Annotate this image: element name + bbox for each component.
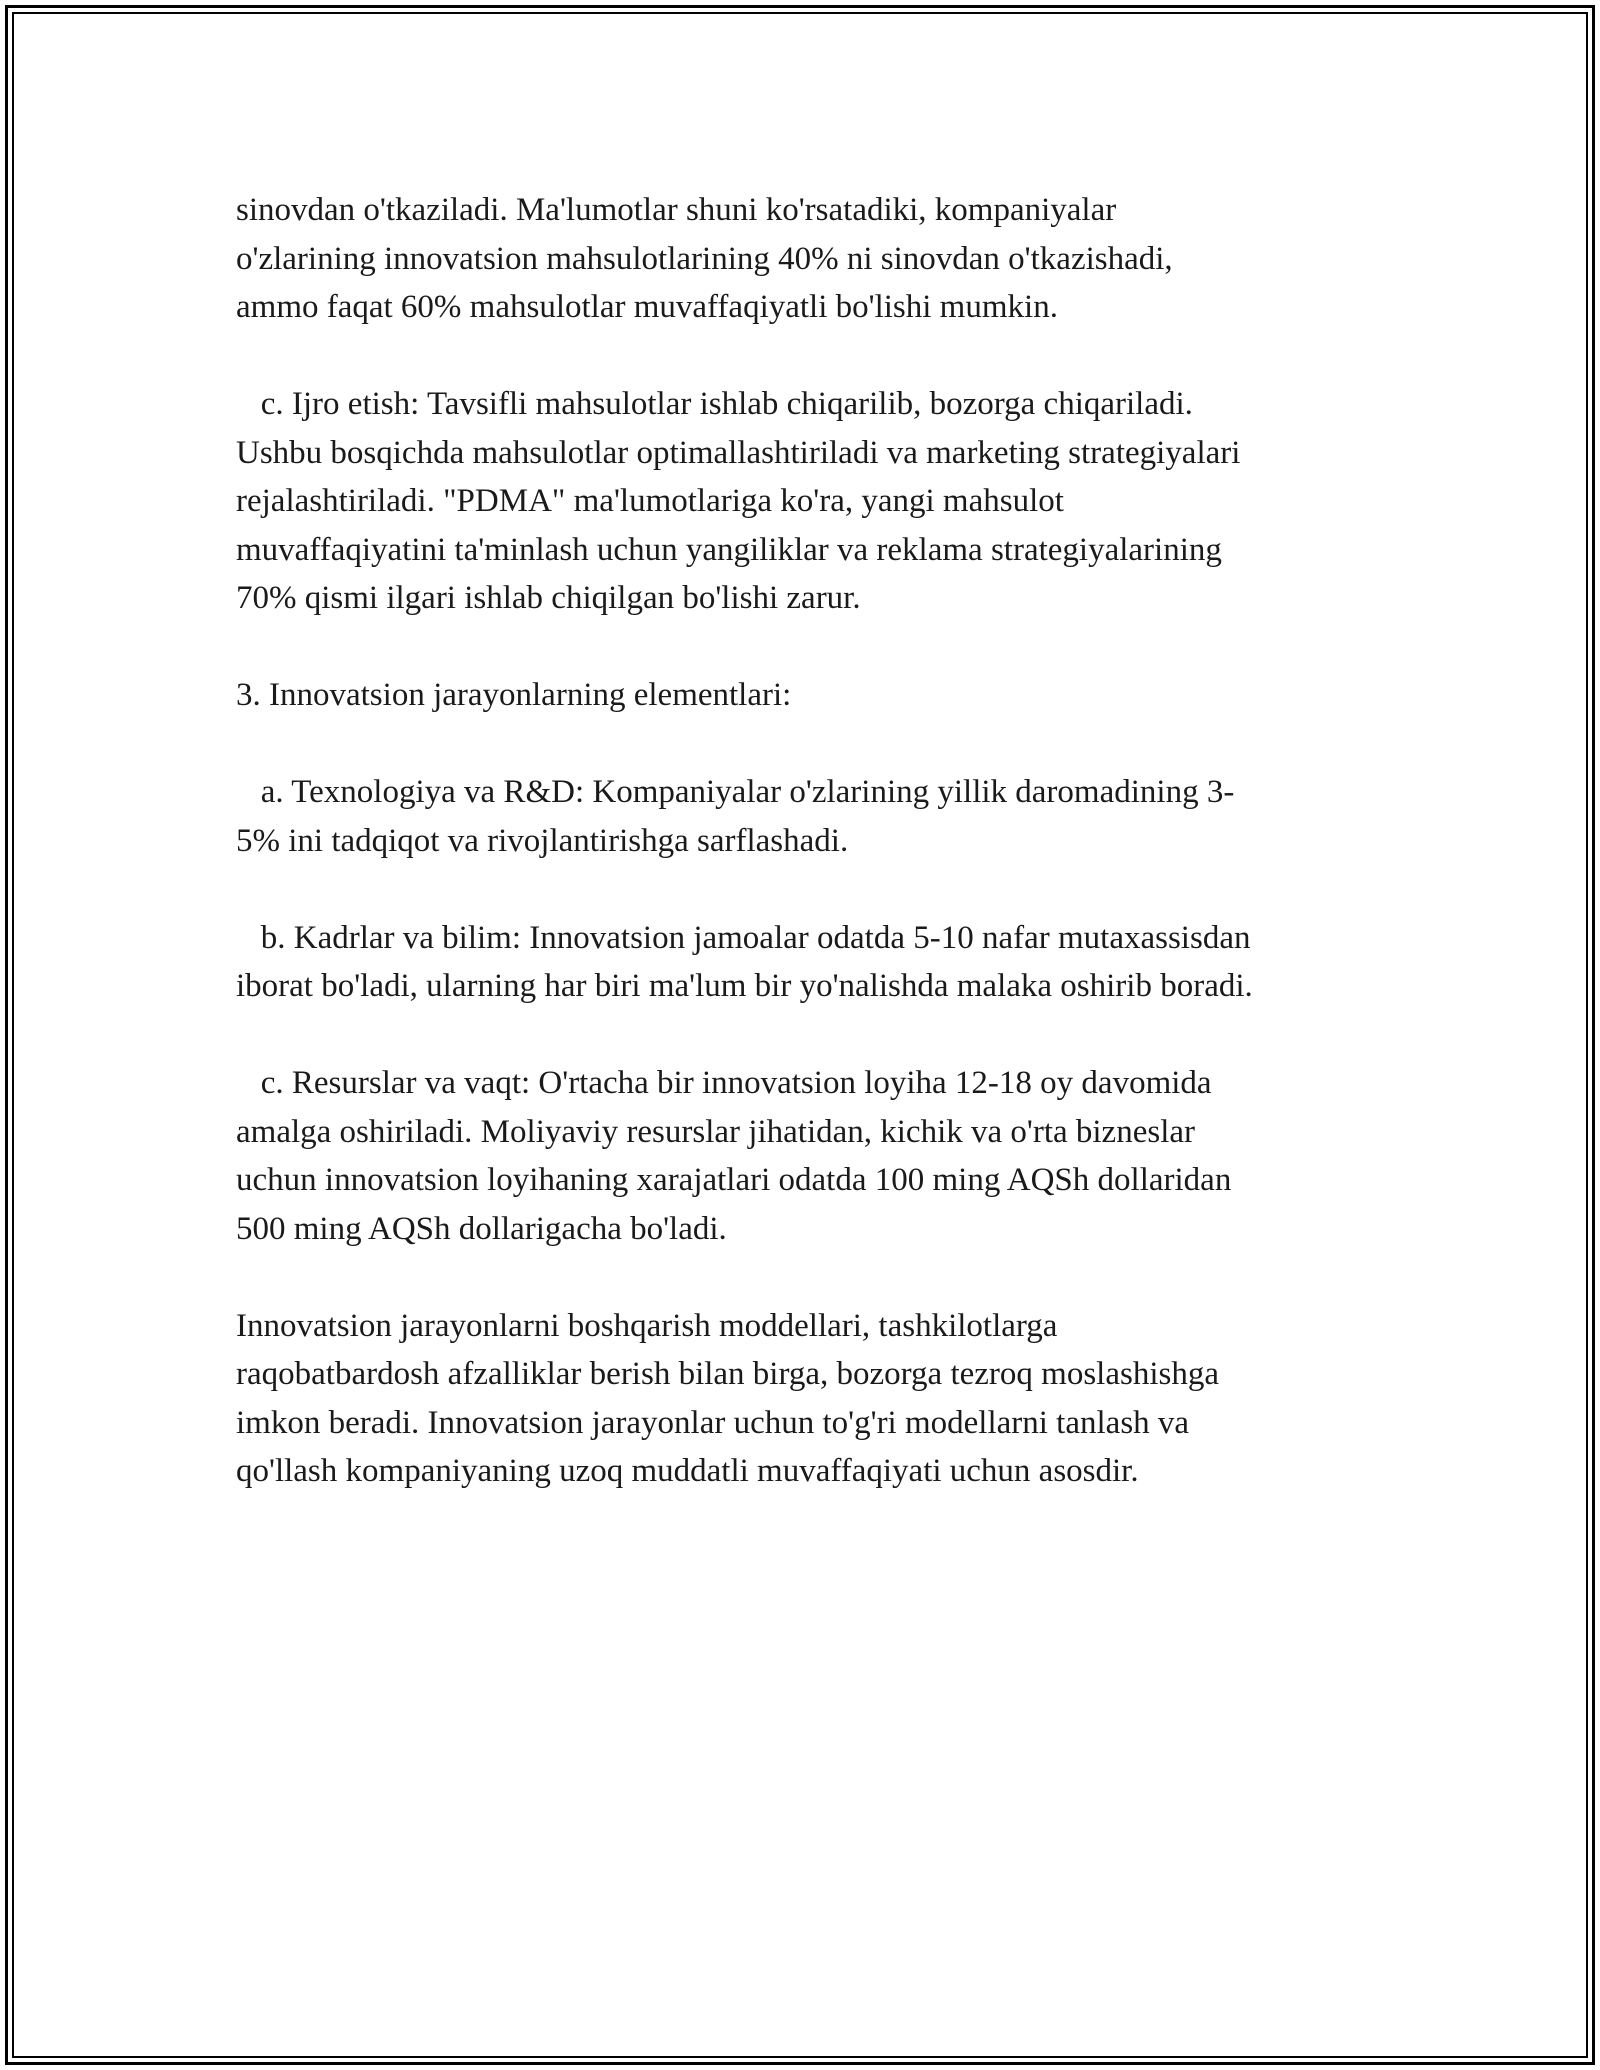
paragraph-technology-rnd: a. Texnologiya va R&D: Kompaniyalar o'zlarining yillik daromadining 3- 5% ini tadqiqot va rivojlantirishga sarflashadi. xyxy=(236,774,1235,859)
paragraph-conclusion: Innovatsion jarayonlarni boshqarish moddellari, tashkilotlarga raqobatbardosh afzalliklar berish bilan birga, bozorga tezroq moslashishga imkon beradi. Innovatsion jarayonlar uchun to'g'ri modellarni tanlash va qo'llash kompaniyaning uzoq muddatli muvaffaqiyati uchun asosdir. xyxy=(236,1307,1219,1489)
paragraph-execution: c. Ijro etish: Tavsifli mahsulotlar ishlab chiqarilib, bozorga chiqariladi. Ushbu bosqichda mahsulotlar optimallashtiriladi va marketing strategiyalari rejalashtiriladi. "PDMA" ma'lumotlariga ko'ra, yangi mahsulot muvaffaqiyatini ta'minlash uchun yangiliklar va reklama strategiyalarining 70% qismi ilgari ishlab chiqilgan bo'lishi zarur. xyxy=(236,386,1241,616)
section-heading-elements: 3. Innovatsion jarayonlarning elementlari: xyxy=(236,677,792,713)
paragraph-staff-knowledge: b. Kadrlar va bilim: Innovatsion jamoalar odatda 5-10 nafar mutaxassisdan iborat bo'ladi, ularning har biri ma'lum bir yo'nalishda malaka oshirib boradi. xyxy=(236,919,1253,1004)
paragraph-resources-time: c. Resurslar va vaqt: O'rtacha bir innovatsion loyiha 12-18 oy davomida amalga oshiriladi. Moliyaviy resurslar jihatidan, kichik va o'rta bizneslar uchun innovatsion loyihaning xarajatlari odatda 100 ming AQSh dollaridan 500 ming AQSh dollarigacha bo'ladi. xyxy=(236,1065,1232,1247)
document-body xyxy=(236,186,1376,1496)
paragraph-testing-stats: sinovdan o'tkaziladi. Ma'lumotlar shuni ko'rsatadiki, kompaniyalar o'zlarining innovatsion mahsulotlarining 40% ni sinovdan o'tkazishadi, ammo faqat 60% mahsulotlar muvaffaqiyatli bo'lishi mumkin. xyxy=(236,192,1173,325)
